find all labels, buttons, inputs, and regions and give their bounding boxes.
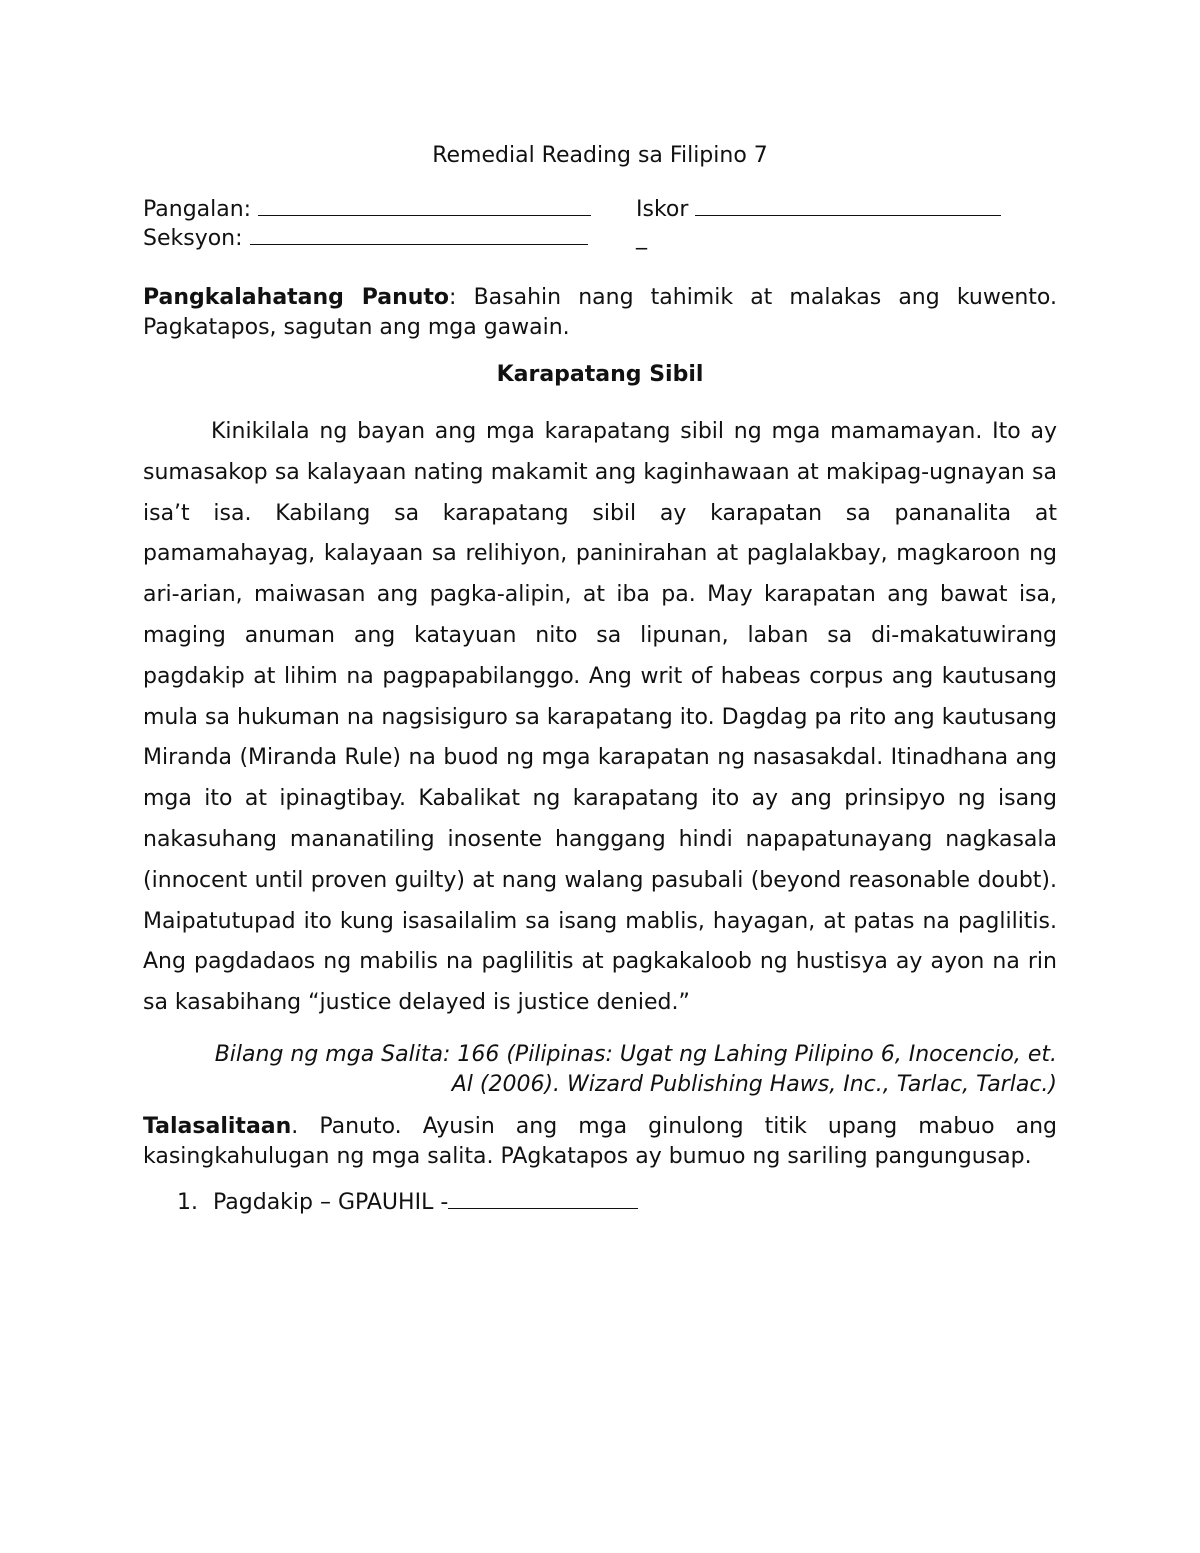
instructions-colon: : (449, 285, 457, 310)
vocabulary-label: Talasalitaan (143, 1113, 292, 1139)
stray-underscore: _ (636, 225, 647, 250)
list-item (177, 1188, 1057, 1218)
score-field-row (636, 195, 1001, 224)
story-title: Karapatang Sibil (496, 362, 704, 387)
section-blank[interactable] (250, 224, 588, 245)
section-field-row (143, 224, 588, 253)
story-body: Kinikilala ng bayan ang mga karapatang sibil ng mga mamamayan. Ito ay sumasakop sa kalayaan nating makamit ang kaginhawaan at makipag-ugnayan sa isa’t isa. Kabilang sa karapatang sibil ay karapatan sa pananalita at pamamahayag, kalayaan sa relihiyon, paninirahan at paglalakbay, magkaroon ng ari-arian, maiwasan ang pagka-alipin, at iba pa. May karapatan ang bawat isa, maging anuman ang katayuan nito sa lipunan, laban sa di-makatuwirang pagdakip at lihim na pagpapabilanggo. Ang writ of habeas corpus ang kautusang mula sa hukuman na nagsisiguro sa karapatang ito. Dagdag pa rito ang kautusang Miranda (Miranda Rule) na buod ng mga karapatan ng nasasakdal. Itinadhana ang mga ito at ipinagtibay. Kabalikat ng karapatang ito ay ang prinsipyo ng isang nakasuhang mananatiling inosente hanggang hindi napapatunayang nagkasala (innocent until proven guilty) at nang walang pasubali (beyond reasonable doubt). Maipatutupad ito kung isasailalim sa isang mablis, hayagan, at patas na paglilitis. Ang pagdadaos ng mabilis na paglilitis at pagkakaloob ng hustisya ay ayon na rin sa kasabihang “justice delayed is justice denied.” (143, 419, 1057, 1016)
instructions-label: Pangkalahatang Panuto (143, 285, 450, 310)
general-instructions (143, 283, 1057, 343)
score-label: Iskor (636, 197, 689, 222)
vocabulary-text: . Panuto. Ayusin ang mga ginulong titik upang mabuo ang kasingkahulugan ng mga salita. PAgkatapos ay bumuo ng sariling pangungusap. (143, 1113, 1057, 1169)
score-blank[interactable] (695, 195, 1001, 216)
citation-line-2: Al (2006). Wizard Publishing Haws, Inc., Tarlac, Tarlac.) (451, 1071, 1057, 1097)
item-number: 1. (177, 1189, 198, 1215)
vocabulary-instructions (143, 1112, 1057, 1172)
item-text: Pagdakip – GPAUHIL - (213, 1189, 449, 1215)
name-label: Pangalan: (143, 197, 252, 222)
worksheet-title: Remedial Reading sa Filipino 7 (432, 143, 768, 168)
citation (143, 1040, 1057, 1100)
student-info-fields (143, 195, 1057, 259)
instructions-text: Basahin nang tahimik at malakas ang kuwento. Pagkatapos, sagutan ang mga gawain. (143, 285, 1057, 340)
section-label: Seksyon: (143, 226, 243, 251)
name-blank[interactable] (258, 195, 591, 216)
name-field-row (143, 195, 591, 224)
answer-blank[interactable] (448, 1188, 638, 1209)
vocabulary-list (143, 1188, 1057, 1218)
citation-line-1: Bilang ng mga Salita: 166 (Pilipinas: Ugat ng Lahing Pilipino 6, Inocencio, et. (214, 1041, 1057, 1067)
